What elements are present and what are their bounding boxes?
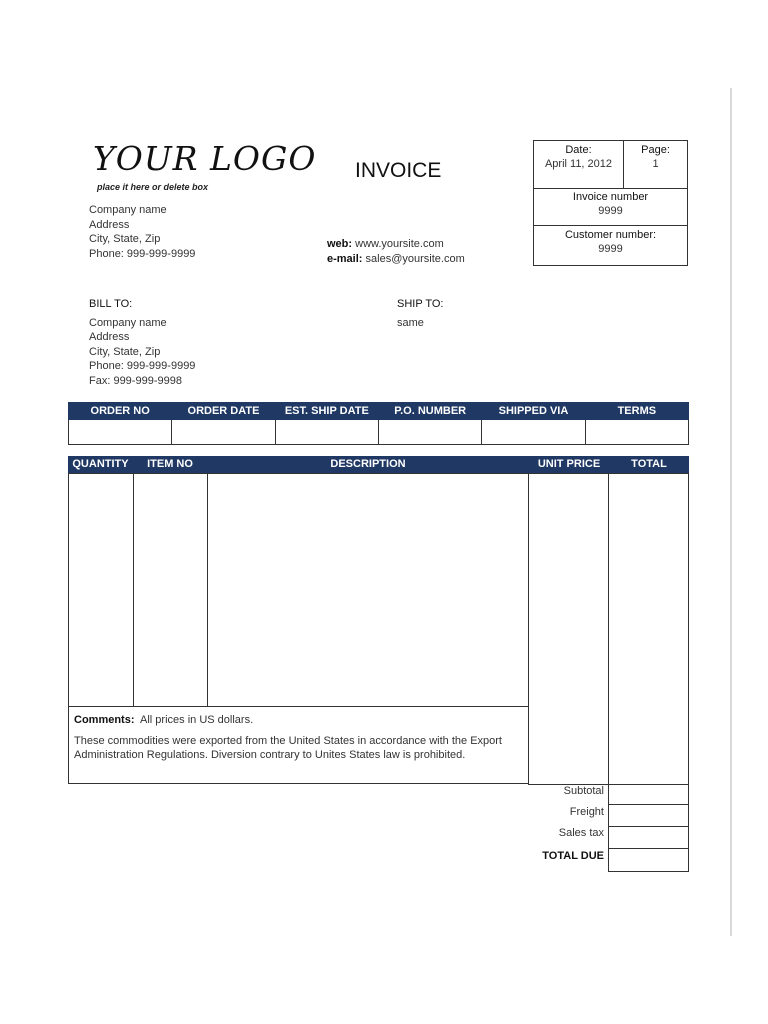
terms-cell[interactable] (585, 420, 688, 445)
ship-to-value: same (397, 316, 424, 329)
ship-to-label: SHIP TO: (397, 298, 444, 310)
export-disclaimer: These commodities were exported from the United States in accordance with the Export Administration Regulations. Diversion contrary to Unites States law is prohibited. (74, 735, 502, 761)
total-column[interactable] (608, 473, 689, 785)
comments-label: Comments: (74, 714, 135, 726)
est-ship-date-cell[interactable] (275, 420, 378, 445)
order-no-header: ORDER NO (69, 403, 172, 420)
page-label: Page: (641, 144, 670, 156)
company-name: Company name (89, 204, 167, 216)
page-edge-rule (730, 88, 732, 936)
est-ship-date-header: EST. SHIP DATE (275, 403, 378, 420)
freight-cell[interactable] (608, 804, 689, 827)
order-no-cell[interactable] (69, 420, 172, 445)
logo-placeholder: YOUR LOGO (93, 139, 317, 178)
shipped-via-cell[interactable] (482, 420, 585, 445)
item-no-header: ITEM NO (147, 458, 193, 470)
sales-tax-label: Sales tax (558, 827, 604, 839)
page-cell (624, 141, 687, 190)
order-date-header: ORDER DATE (172, 403, 275, 420)
description-column[interactable] (207, 473, 529, 707)
invoice-number-cell (534, 188, 687, 226)
customer-number-value: 9999 (598, 243, 623, 255)
web-label: web: (327, 238, 353, 250)
customer-number-cell (534, 226, 687, 267)
email-link[interactable]: sales@yoursite.com (365, 253, 465, 265)
date-label: Date: (565, 144, 592, 156)
total-due-cell[interactable] (608, 848, 689, 872)
total-header: TOTAL (631, 458, 667, 470)
quantity-column[interactable] (68, 473, 134, 707)
bill-to-fax: Fax: 999-999-9998 (89, 374, 182, 387)
company-block (89, 203, 195, 261)
po-number-header: P.O. NUMBER (378, 403, 481, 420)
email-label: e-mail: (327, 253, 363, 265)
order-date-cell[interactable] (172, 420, 275, 445)
bill-to-name: Company name (89, 316, 167, 329)
items-header-row (68, 456, 689, 473)
company-phone: Phone: 999-999-9999 (89, 247, 196, 260)
item-no-column[interactable] (133, 473, 208, 707)
sales-tax-cell[interactable] (608, 826, 689, 849)
subtotal-label: Subtotal (563, 785, 604, 797)
order-header-row (69, 403, 689, 420)
description-header: DESCRIPTION (330, 458, 406, 470)
bill-to-phone: Phone: 999-999-9999 (89, 360, 196, 372)
subtotal-cell[interactable] (608, 784, 689, 805)
invoice-number-label: Invoice number (572, 191, 649, 203)
invoice-title: INVOICE (355, 159, 442, 182)
order-table (68, 402, 689, 445)
unit-price-header: UNIT PRICE (537, 458, 601, 470)
date-cell (534, 141, 624, 188)
freight-label: Freight (569, 806, 604, 818)
bill-to-label: BILL TO: (89, 298, 133, 310)
customer-number-label: Customer number: (564, 229, 657, 241)
order-data-row (69, 420, 689, 445)
unit-price-column[interactable] (528, 473, 609, 785)
shipped-via-header: SHIPPED VIA (482, 403, 585, 420)
bill-to-block (89, 297, 195, 388)
po-number-cell[interactable] (378, 420, 481, 445)
company-address: Address (89, 218, 130, 231)
comments-box (68, 706, 529, 784)
ship-to-block (397, 297, 443, 330)
web-link[interactable]: www.yoursite.com (355, 238, 444, 250)
bill-to-city: City, State, Zip (89, 345, 161, 358)
total-due-label: TOTAL DUE (542, 850, 604, 862)
bill-to-address: Address (89, 331, 130, 343)
invoice-info-box (533, 140, 688, 266)
invoice-number-value: 9999 (598, 205, 623, 217)
company-city: City, State, Zip (89, 233, 161, 245)
page-value: 1 (652, 158, 659, 170)
date-value: April 11, 2012 (544, 158, 613, 170)
terms-header: TERMS (585, 403, 688, 420)
quantity-header: QUANTITY (72, 458, 129, 470)
logo-subtext: place it here or delete box (97, 182, 209, 192)
contact-block (327, 237, 465, 267)
comments-text: All prices in US dollars. (140, 714, 254, 726)
